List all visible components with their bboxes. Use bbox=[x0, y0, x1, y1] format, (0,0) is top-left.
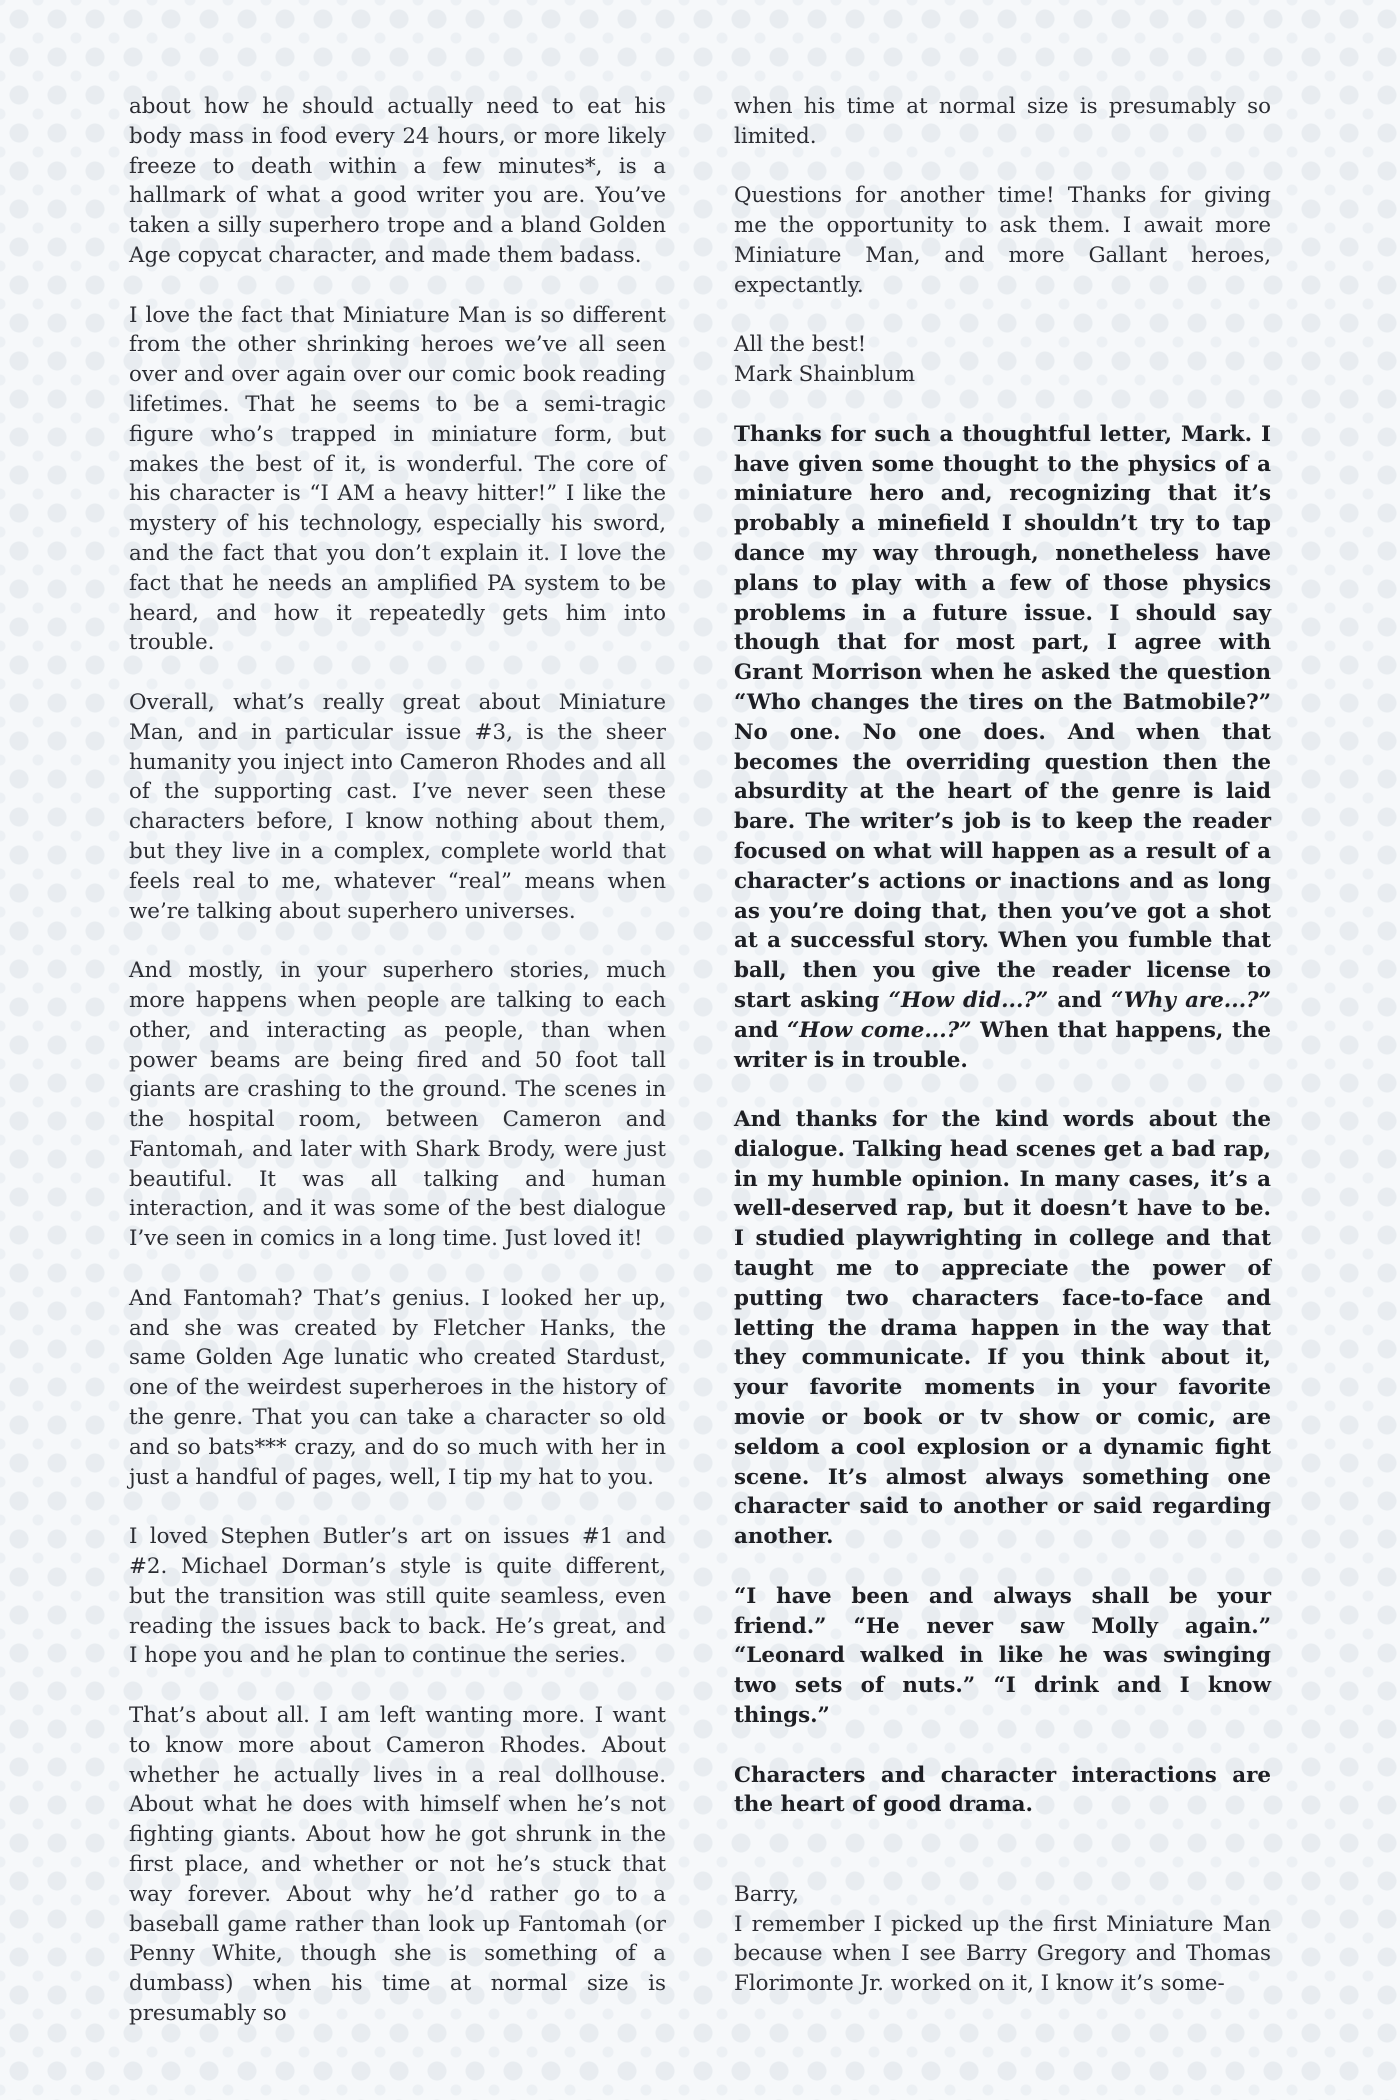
letter-start bbox=[734, 1880, 1271, 1999]
editor-reply-paragraph: Characters and character interactions are the heart of good drama. bbox=[734, 1762, 1271, 1818]
letter-signature: Mark Shainblum bbox=[734, 362, 916, 388]
section-spacer bbox=[734, 1850, 1271, 1880]
right-column bbox=[734, 92, 1271, 1999]
reply-text: and bbox=[1048, 987, 1111, 1013]
reply-text: and bbox=[734, 1017, 787, 1043]
letter-paragraph: when his time at normal size is presumably so limited. bbox=[734, 94, 1271, 149]
reply-text: When that happens, the writer is in trouble. bbox=[734, 1017, 1271, 1073]
left-column bbox=[129, 92, 666, 2029]
reply-text: Thanks for such a thoughtful letter, Mark. I have given some thought to the physics of a miniature hero and, recognizing that it’s probably a minefield I shouldn’t try to tap dance my way through, nonetheless have plans to play with a few of those physics problems in a future issue. I should say though that for most part, I agree with Grant Morrison when he asked the question “Who changes the tires on the Batmobile?” No one. No one does. And when that becomes the overriding question then the absurdity at the heart of the genre is laid bare. The writer’s job is to keep the reader focused on what will happen as a result of a character’s actions or inactions and as long as you’re doing that, then you’ve got a shot at a successful story. When you fumble that ball, then you give the reader license to start asking bbox=[734, 421, 1271, 1013]
letter-paragraph: And mostly, in your superhero stories, much more happens when people are talking to each other, and interacting as people, than when power beams are being fired and 50 foot tall giants are crashing to the ground. The scenes in the hospital room, between Cameron and Fantomah, and later with Shark Brody, were just beautiful. It was all talking and human interaction, and it was some of the best dialogue I’ve seen in comics in a long time. Just loved it! bbox=[129, 958, 666, 1252]
editor-reply-quotes: “I have been and always shall be your friend.” “He never saw Molly again.” “Leonard walked in like he was swinging two sets of nuts.” “I drink and I know things.” bbox=[734, 1583, 1271, 1729]
letter-paragraph: Overall, what’s really great about Miniature Man, and in particular issue #3, is the sheer humanity you inject into Cameron Rhodes and all of the supporting cast. I’ve never seen these characters before, I know nothing about them, but they live in a complex, complete world that feels real to me, whatever “real” means when we’re talking about superhero universes. bbox=[129, 689, 666, 924]
letter-paragraph: And Fantomah? That’s genius. I looked her up, and she was created by Fletcher Hanks, the same Golden Age lunatic who created Stardust, one of the weirdest superheroes in the history of the genre. That you can take a character so old and so bats*** crazy, and do so much with her in just a handful of pages, well, I tip my hat to you. bbox=[129, 1285, 666, 1490]
reply-quote: “How come...?” bbox=[787, 1017, 972, 1043]
editor-reply-paragraph bbox=[734, 420, 1271, 1076]
letter-paragraph: I loved Stephen Butler’s art on issues #1 and #2. Michael Dorman’s style is quite different, but the transition was still quite seamless, even reading the issues back to back. He’s great, and I hope you and he plan to continue the series. bbox=[129, 1524, 666, 1669]
editor-reply-paragraph: And thanks for the kind words about the dialogue. Talking head scenes get a bad rap, in my humble opinion. In many cases, it’s a well-deserved rap, but it doesn’t have to be. I studied playwrighting in college and that taught me to appreciate the power of putting two characters face-to-face and letting the drama happen in the way that they communicate. If you think about it, your favorite moments in your favorite movie or book or tv show or comic, are seldom a cool explosion or a dynamic fight scene. It’s almost always something one character said to another or said regarding another. bbox=[734, 1107, 1271, 1550]
reply-quote: “How did...?” bbox=[888, 987, 1049, 1013]
letter-paragraph: Questions for another time! Thanks for giving me the opportunity to ask them. I await more Miniature Man, and more Gallant heroes, expectantly. bbox=[734, 183, 1271, 298]
letter-signoff: All the best! bbox=[734, 332, 867, 358]
letter-signoff-block bbox=[734, 330, 1271, 390]
reply-quote: “Why are...?” bbox=[1110, 987, 1271, 1013]
letter-paragraph: about how he should actually need to eat his body mass in food every 24 hours, or more likely freeze to death within a few minutes*, is a hallmark of what a good writer you are. You’ve taken a silly superhero trope and a bland Golden Age copycat character, and made them badass. bbox=[129, 94, 666, 268]
letter-paragraph: That’s about all. I am left wanting more. I want to know more about Cameron Rhodes. About whether he actually lives in a real dollhouse. About what he does with himself when he’s not fighting giants. About how he got shrunk in the first place, and whether or not he’s stuck that way forever. About why he’d rather go to a baseball game rather than look up Fantomah (or Penny White, though she is something of a dumbass) when his time at normal size is presumably so bbox=[129, 1703, 666, 2026]
letter-paragraph: I remember I picked up the first Miniature Man because when I see Barry Gregory and Thomas Florimonte Jr. worked on it, I know it’s some- bbox=[734, 1911, 1271, 1997]
letter-paragraph: I love the fact that Miniature Man is so different from the other shrinking heroes we’ve all seen over and over again over our comic book reading lifetimes. That he seems to be a semi-tragic figure who’s trapped in miniature form, but makes the best of it, is wonderful. The core of his character is “I AM a heavy hitter!” I like the mystery of his technology, especially his sword, and the fact that you don’t explain it. I love the fact that he needs an amplified PA system to be heard, and how it repeatedly gets him into trouble. bbox=[129, 302, 666, 656]
letter-salutation: Barry, bbox=[734, 1881, 799, 1907]
